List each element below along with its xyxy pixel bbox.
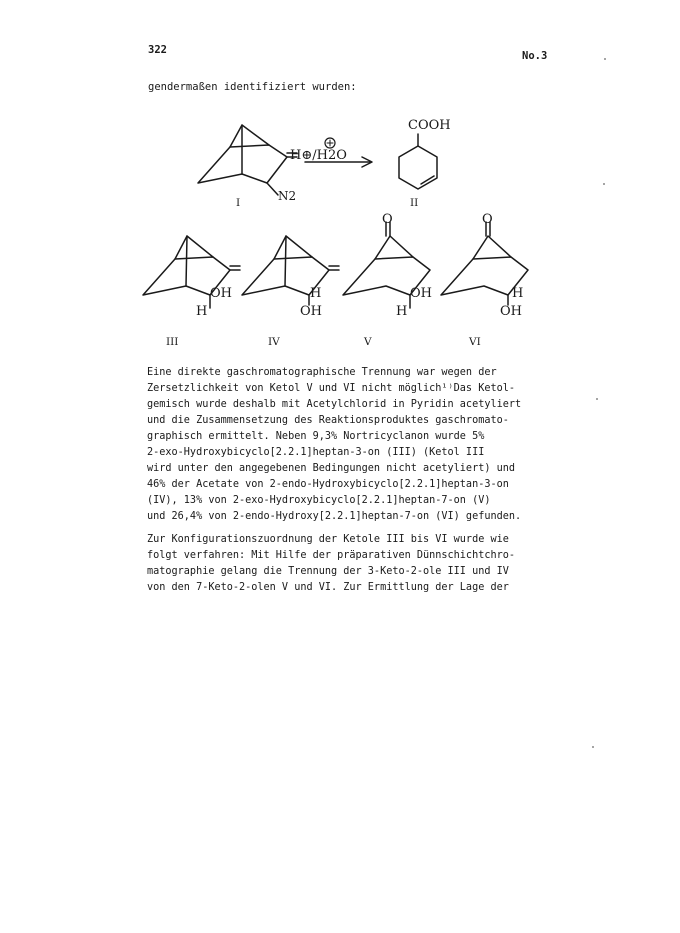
p2-line: Zur Konfigurationszuordnung der Ketole III bis VI wurde wie <box>147 534 509 545</box>
p1-line: und 26,4% von 2-endo-Hydroxy[2.2.1]heptan-7-on (VI) gefunden. <box>147 511 522 522</box>
p1-line: graphisch ermittelt. Neben 9,3% Nortricyclanon wurde 5% <box>147 431 485 442</box>
vi-h-group: H <box>512 286 524 301</box>
p1-line: gemisch wurde deshalb mit Acetylchlorid in Pyridin acetyliert <box>147 399 522 410</box>
structure-I <box>198 125 297 195</box>
n2-group: N2 <box>278 189 297 203</box>
label-II: II <box>410 197 419 209</box>
reagent-label: H⊕/H2O <box>290 148 347 163</box>
scan-speck <box>596 398 598 400</box>
p2-line: matographie gelang die Trennung der 3-Keto-2-ole III und IV <box>147 566 509 577</box>
iii-h-group: H <box>196 304 208 319</box>
p1-line: und die Zusammensetzung des Reaktionsproduktes gaschromato- <box>147 415 509 426</box>
v-oh-group: OH <box>410 286 432 301</box>
p1-line: 2-exo-Hydroxybicyclo[2.2.1]heptan-3-on (III) (Ketol III <box>147 447 485 458</box>
cooh-group: COOH <box>408 118 451 133</box>
issue-number: No.3 <box>522 50 548 62</box>
p2-line: von den 7-Keto-2-olen V und VI. Zur Ermittlung der Lage der <box>147 582 509 593</box>
v-h-group: H <box>396 304 408 319</box>
iii-oh-group: OH <box>210 286 232 301</box>
label-V: V <box>364 336 372 348</box>
label-VI: VI <box>469 336 481 348</box>
p1-line: 46% der Acetate von 2-endo-Hydroxybicyclo[2.2.1]heptan-3-on <box>147 479 509 490</box>
structure-IV <box>242 236 339 305</box>
p1-line: Zersetzlichkeit von Ketol V und VI nicht möglich¹⁾Das Ketol- <box>147 383 516 394</box>
scan-speck <box>604 58 606 60</box>
p1-line: wird unter den angegebenen Bedingungen nicht acetyliert) und <box>147 463 516 474</box>
v-o-group: O <box>382 212 393 227</box>
structure-II <box>399 134 437 189</box>
label-I: I <box>236 197 241 209</box>
vi-o-group: O <box>482 212 493 227</box>
p1-line: Eine direkte gaschromatographische Trennung war wegen der <box>147 367 497 378</box>
label-III: III <box>166 336 179 348</box>
label-IV: IV <box>268 336 280 348</box>
scan-speck <box>603 183 605 185</box>
intro-line: gendermaßen identifiziert wurden: <box>148 81 357 93</box>
p1-line: (IV), 13% von 2-exo-Hydroxybicyclo[2.2.1]heptan-7-on (V) <box>147 495 491 506</box>
reaction-scheme <box>0 0 680 360</box>
p2-line: folgt verfahren: Mit Hilfe der präparativen Dünnschichtchro- <box>147 550 516 561</box>
scan-speck <box>592 746 594 748</box>
vi-oh-group: OH <box>500 304 522 319</box>
iv-oh-group: OH <box>300 304 322 319</box>
iv-h-group: H <box>310 286 322 301</box>
page-number: 322 <box>148 44 167 56</box>
